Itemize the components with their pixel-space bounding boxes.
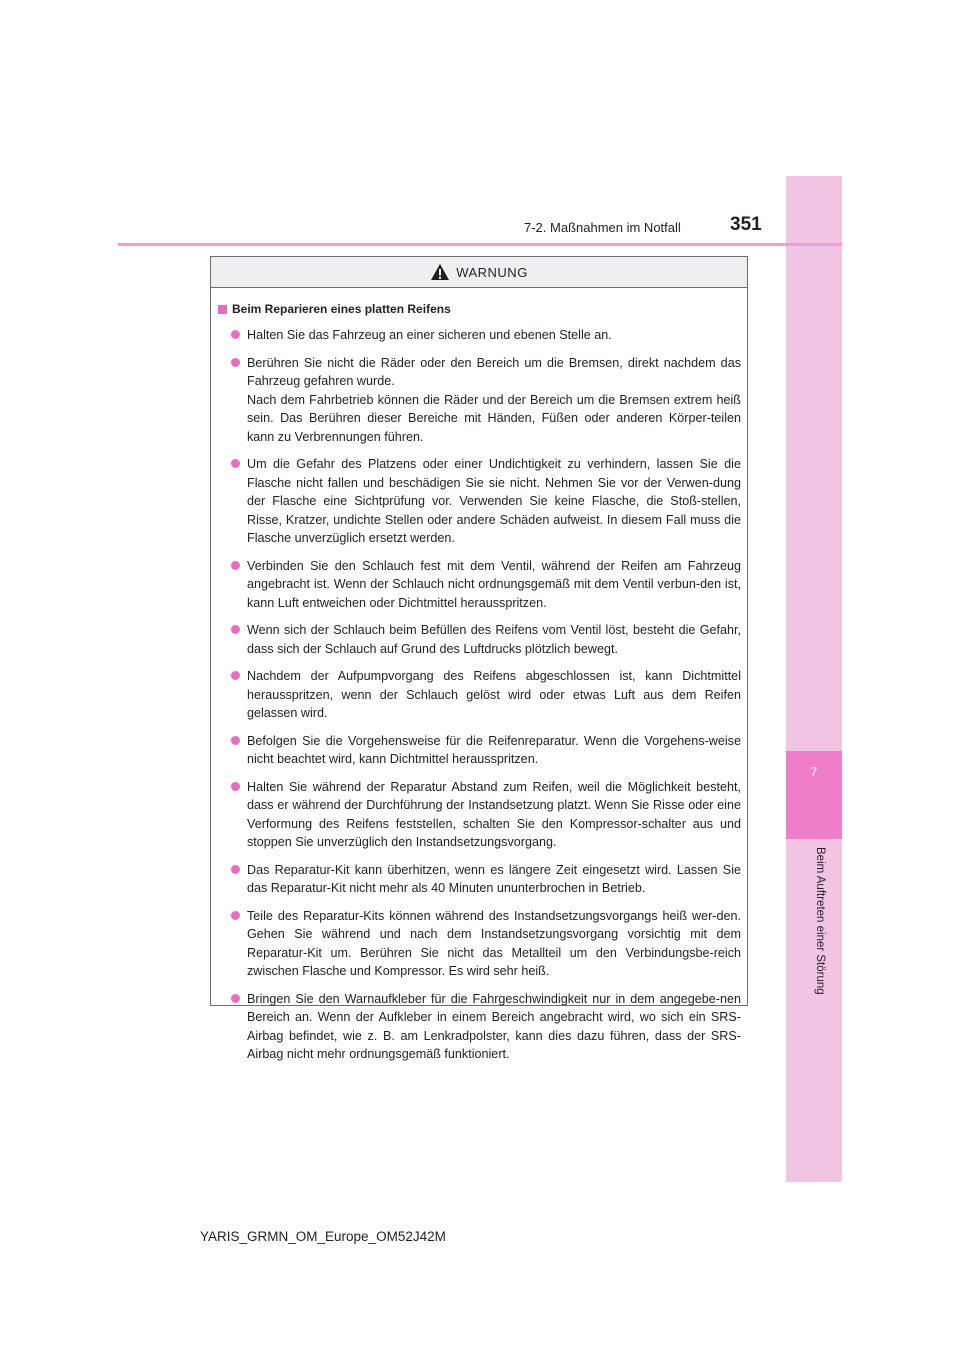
list-item-text: Bringen Sie den Warnaufkleber für die Fahrgeschwindigkeit nur in dem angegebe-nen Bereich an. Wenn der Aufkleber in einem Bereich angebracht wird, wo sich ein SRS-Airbag befindet, wie z. B. am Lenkradpolster, kann dies dazu führen, dass der SRS-Airbag nicht mehr ordnungsgemäß funktioniert. [247, 991, 741, 1061]
chapter-title: Beim Auftreten einer Störung [814, 847, 826, 995]
warning-heading [217, 301, 741, 318]
list-item [217, 861, 741, 898]
list-item [217, 354, 741, 447]
list-item [217, 778, 741, 852]
bullet-dot-icon [231, 671, 240, 680]
warning-title: WARNUNG [456, 264, 528, 280]
bullet-dot-icon [231, 736, 240, 745]
list-item [217, 455, 741, 548]
section-title: 7-2. Maßnahmen im Notfall [524, 220, 681, 235]
list-item [217, 557, 741, 613]
warning-body [211, 288, 747, 1064]
bullet-dot-icon [231, 782, 240, 791]
warning-box [210, 256, 748, 1061]
list-item [217, 732, 741, 769]
bullet-dot-icon [231, 994, 240, 1003]
side-tab-strip [786, 176, 842, 1182]
bullet-dot-icon [231, 625, 240, 634]
page-number: 351 [730, 214, 762, 235]
warning-items [217, 326, 741, 1064]
list-item [217, 667, 741, 723]
list-item [217, 990, 741, 1064]
list-item [217, 621, 741, 658]
bullet-dot-icon [231, 865, 240, 874]
list-item-text: Wenn sich der Schlauch beim Befüllen des Reifens vom Ventil löst, besteht die Gefahr, dass sich der Schlauch auf Grund des Luftdrucks plötzlich bewegt. [247, 623, 741, 656]
list-item-text: Befolgen Sie die Vorgehensweise für die Reifenreparatur. Wenn die Vorgehens-weise nicht beachtet wird, kann Dichtmittel herausspritzen. [247, 733, 741, 766]
list-item [217, 907, 741, 981]
warning-triangle-icon [430, 263, 450, 281]
list-item-text: Nachdem der Aufpumpvorgang des Reifens abgeschlossen ist, kann Dichtmittel herausspritzen, wenn der Schlauch gelöst wird oder etwas Luft aus dem Reifen gelassen wird. [247, 669, 741, 720]
document-id: YARIS_GRMN_OM_Europe_OM52J42M [200, 1229, 446, 1244]
bullet-dot-icon [231, 330, 240, 339]
square-bullet-icon [218, 305, 227, 314]
chapter-number: 7 [810, 765, 818, 779]
bullet-dot-icon [231, 911, 240, 920]
list-item-text: Verbinden Sie den Schlauch fest mit dem Ventil, während der Reifen am Fahrzeug angebracht ist. Wenn der Schlauch nicht ordnungsgemäß mit dem Ventil verbun-den ist, kann Luft entweichen oder Dichtmittel herausspritzen. [247, 558, 741, 610]
header-rule [118, 243, 842, 246]
list-item-text: Halten Sie das Fahrzeug an einer sicheren und ebenen Stelle an. [247, 328, 612, 342]
bullet-dot-icon [231, 459, 240, 468]
bullet-dot-icon [231, 358, 240, 367]
bullet-dot-icon [231, 561, 240, 570]
warning-header [211, 257, 747, 288]
warning-heading-text: Beim Reparieren eines platten Reifens [232, 302, 451, 316]
list-item [217, 326, 741, 345]
list-item-text: Das Reparatur-Kit kann überhitzen, wenn es längere Zeit eingesetzt wird. Lassen Sie das Reparatur-Kit nicht mehr als 40 Minuten ununterbrochen in Betrieb. [247, 862, 741, 895]
list-item-text: Halten Sie während der Reparatur Abstand zum Reifen, weil die Möglichkeit besteht, dass er während der Durchführung der Instandsetzung platzt. Wenn Sie Risse oder eine Verformung des Reifens feststellen, schalten Sie den Kompressor-schalter aus und stoppen Sie unverzüglich den Instandsetzungsvorgang. [247, 779, 741, 849]
list-item-text: Teile des Reparatur-Kits können während des Instandsetzungsvorgangs heiß wer-den. Gehen Sie während und nach dem Instandsetzungsvorgang vorsichtig mit dem Reparatur-Kit um. Berühren Sie nicht das Metallteil um den Verbindungsbe-reich zwischen Flasche und Kompressor. Es wird sehr heiß. [247, 908, 741, 978]
list-item-text: Berühren Sie nicht die Räder oder den Bereich um die Bremsen, direkt nachdem das Fahrzeug gefahren wurde. Nach dem Fahrbetrieb können die Räder und der Bereich um die Bremsen extrem heiß sein. Das Berühren dieser Bereiche mit Händen, Füßen oder anderen Körper-teilen kann zu Verbrennungen führen. [247, 355, 741, 444]
list-item-text: Um die Gefahr des Platzens oder einer Undichtigkeit zu verhindern, lassen Sie die Flasche nicht fallen und beschädigen Sie sie nicht. Nehmen Sie vor der Verwen-dung der Flasche eine Sichtprüfung vor. Verwenden Sie keine Flasche, die Stoß-stellen, Risse, Kratzer, undichte Stellen oder andere Schäden aufweist. In diesem Fall muss die Flasche unverzüglich ersetzt werden. [247, 457, 741, 545]
